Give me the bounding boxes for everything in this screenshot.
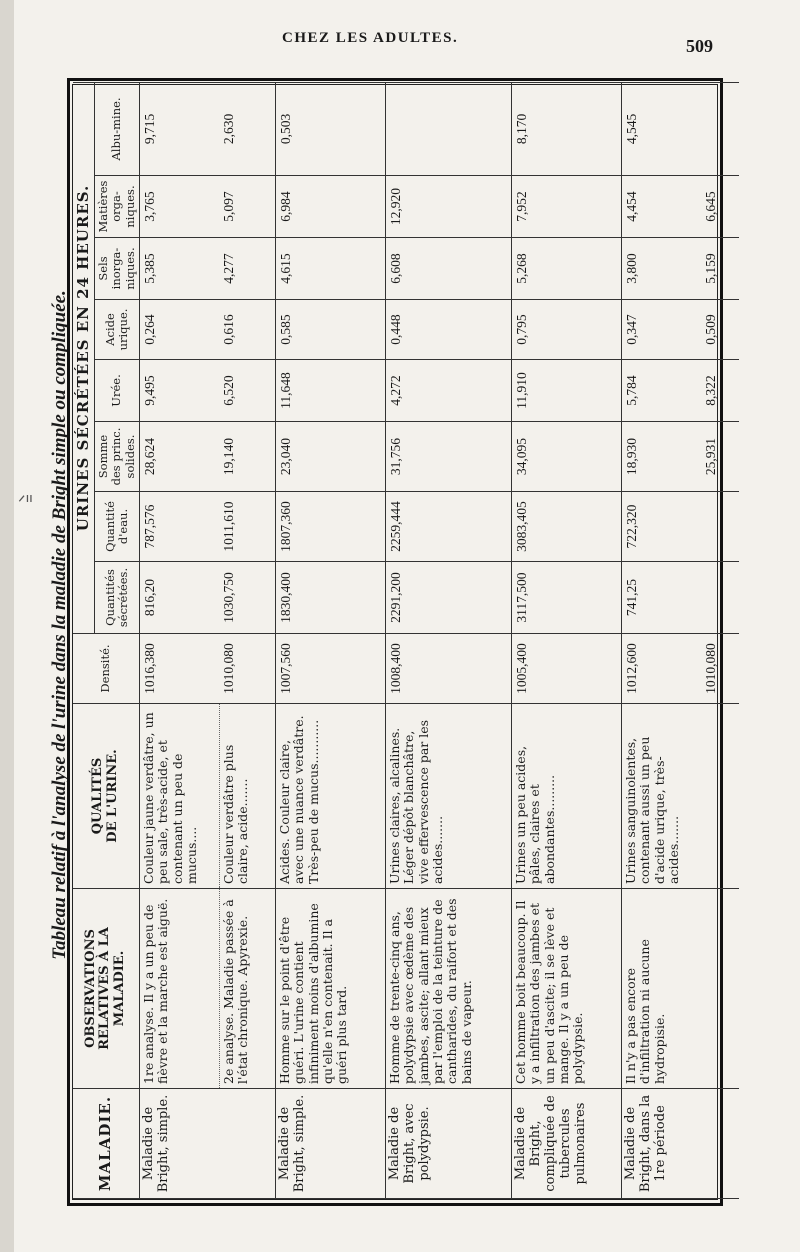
cell-observation: Homme sur le point d'être guéri. L'urine contient infiniment moins d'albumine qu'elle n'en contenait. Il a guéri plus tard. [275,889,385,1089]
cell-sels: 5,268 [511,238,621,300]
cell-observation: 2e analyse. Maladie passée à l'état chronique. Apyrexie. [219,889,275,1089]
cell-densite: 1008,400 [385,634,511,704]
cell-quantites [701,562,739,634]
cell-quantites: 1030,750 [219,562,275,634]
page-number: 509 [686,36,713,56]
cell-eau [701,492,739,562]
table-row [275,82,385,1198]
cell-solides: 31,756 [385,422,511,492]
page-edge-shadow [0,0,14,1252]
table-row [139,82,219,1198]
cell-eau: 2259,444 [385,492,511,562]
cell-uree: 9,495 [139,360,219,422]
cell-acide-urique: 0,509 [701,300,739,360]
cell-matieres: 6,645 [701,176,739,238]
header-row-1 [73,82,95,1198]
cell-sels: 4,615 [275,238,385,300]
table-row [385,82,511,1198]
cell-solides: 23,040 [275,422,385,492]
cell-maladie: Maladie de Bright, avec polydypsie. [385,1089,511,1199]
cell-qualite: Acides. Couleur claire, avec une nuance verdâtre. Très-peu de mucus........... [275,704,385,889]
cell-albumine: 8,170 [511,82,621,175]
cell-uree: 11,910 [511,360,621,422]
cell-densite: 1007,560 [275,634,385,704]
cell-observation: Cet homme boit beaucoup. Il y a infiltration des jambes et un peu d'ascite; il se lève et mange. Il y a un peu de polydypsie. [511,889,621,1089]
cell-qualite: Urines claires, alcalines. Léger dépôt blanchâtre, vive effervescence par les acides....... [385,704,511,889]
header-observations [73,889,139,1089]
cell-densite: 1012,600 [621,634,701,704]
cell-solides: 19,140 [219,422,275,492]
cell-sels: 4,277 [219,238,275,300]
urine-analysis-table [73,82,739,1199]
cell-quantites: 816,20 [139,562,219,634]
cell-acide-urique: 0,347 [621,300,701,360]
cell-quantites: 1830,400 [275,562,385,634]
header-qualites-sub: DE L'URINE. [104,749,120,843]
cell-uree: 4,272 [385,360,511,422]
table-row [621,82,701,1198]
rotated-table-container [72,84,718,1200]
header-quantite-eau: Quantité d'eau. [95,492,140,562]
cell-matieres: 7,952 [511,176,621,238]
cell-solides: 25,931 [701,422,739,492]
cell-acide-urique: 0,448 [385,300,511,360]
header-urines-group: URINES SÉCRÉTÉES EN 24 HEURES. [73,82,95,633]
cell-matieres: 5,097 [219,176,275,238]
cell-maladie: Maladie de Bright, simple. [275,1089,385,1199]
cell-solides: 34,095 [511,422,621,492]
cell-uree: 11,648 [275,360,385,422]
cell-sels: 5,159 [701,238,739,300]
table-title: Tableau relatif à l'analyse de l'urine dans la maladie de Bright simple ou compliquée. [49,290,70,960]
header-somme-solides: Somme des princ. solides. [95,422,140,492]
cell-qualite: Couleur jaune verdâtre, un peu sale, très-acide, et contenant un peu de mucus.... [139,704,219,889]
running-head: CHEZ LES ADULTES. [282,30,459,46]
cell-observation: Homme de trente-cinq ans, polydypsie avec œdème des jambes, ascite; allant mieux par l'emploi de la teinture de cantharides, du raifort et des bains de vapeur. [385,889,511,1089]
cell-quantites: 3117,500 [511,562,621,634]
cell-observation: Il n'y a pas encore d'infiltration ni aucune hydropisie. [621,889,739,1089]
cell-densite: 1005,400 [511,634,621,704]
cell-solides: 28,624 [139,422,219,492]
cell-maladie: Maladie de Bright, dans la 1re période [621,1089,739,1199]
cell-uree: 5,784 [621,360,701,422]
table-row [511,82,621,1198]
cell-sels: 3,800 [621,238,701,300]
header-sels-inorganiques: Sels inorga-niques. [95,238,140,300]
cell-densite: 1010,080 [701,634,739,704]
header-albumine: Albu-mine. [95,82,140,175]
header-observations-title: OBSERVATIONS [82,929,98,1048]
header-qualites [73,704,139,889]
cell-quantites: 2291,200 [385,562,511,634]
header-qualites-title: QUALITÉS [90,757,106,835]
header-acide-urique: Acide urique. [95,300,140,360]
header-densite: Densité. [73,634,139,704]
cell-matieres: 12,920 [385,176,511,238]
cell-eau: 722,320 [621,492,701,562]
table-row [219,82,275,1198]
margin-pencil-mark: ᐟᐦ [18,492,33,513]
cell-uree: 8,322 [701,360,739,422]
cell-uree: 6,520 [219,360,275,422]
cell-matieres: 3,765 [139,176,219,238]
cell-albumine [701,82,739,175]
cell-sels: 6,608 [385,238,511,300]
cell-observation: 1re analyse. Il y a un peu de fièvre et la marche est aiguë. [139,889,219,1089]
cell-albumine: 9,715 [139,82,219,175]
header-uree: Urée. [95,360,140,422]
cell-densite: 1010,080 [219,634,275,704]
header-quantites-secretees: Quantités sécrétées. [95,562,140,634]
cell-eau: 1011,610 [219,492,275,562]
cell-albumine: 0,503 [275,82,385,175]
cell-acide-urique: 0,585 [275,300,385,360]
cell-albumine: 2,630 [219,82,275,175]
cell-acide-urique: 0,795 [511,300,621,360]
cell-acide-urique: 0,616 [219,300,275,360]
cell-quantites: 741,25 [621,562,701,634]
cell-matieres: 4,454 [621,176,701,238]
header-matieres-organiques: Matières orga-niques. [95,176,140,238]
cell-eau: 787,576 [139,492,219,562]
cell-qualite: Couleur verdâtre plus claire, acide....... [219,704,275,889]
cell-qualite: Urines sanguinolentes, contenant aussi un peu d'acide urique, très-acides....... [621,704,739,889]
cell-densite: 1016,380 [139,634,219,704]
header-observations-sub: RELATIVES À LA MALADIE. [97,927,128,1050]
cell-solides: 18,930 [621,422,701,492]
cell-matieres: 6,984 [275,176,385,238]
cell-acide-urique: 0,264 [139,300,219,360]
cell-eau: 1807,360 [275,492,385,562]
cell-maladie: Maladie de Bright, simple. [139,1089,275,1199]
cell-sels: 5,385 [139,238,219,300]
header-maladie: MALADIE. [73,1089,139,1199]
cell-eau: 3083,405 [511,492,621,562]
cell-albumine: 4,545 [621,82,701,175]
cell-maladie: Maladie de Bright, compliquée de tubercules pulmonaires [511,1089,621,1199]
cell-qualite: Urines un peu acides, pâles, claires et abondantes......... [511,704,621,889]
cell-albumine [385,82,511,175]
